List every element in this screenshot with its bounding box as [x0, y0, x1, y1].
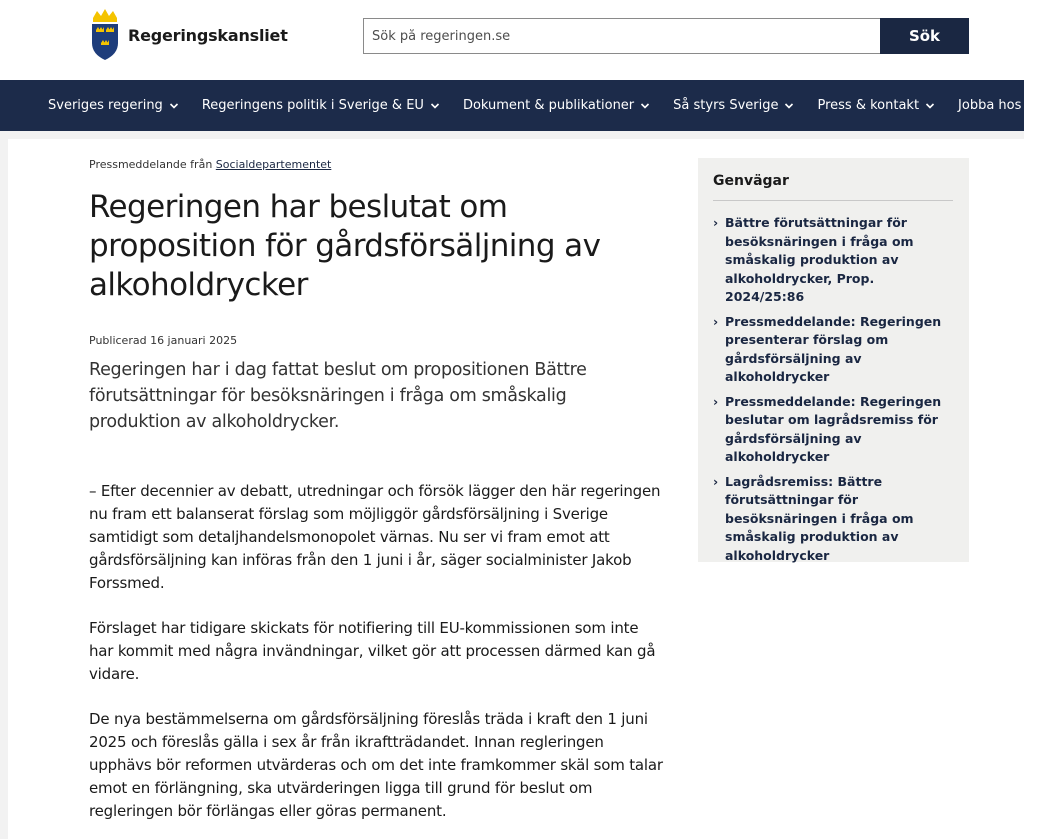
article-body — [89, 480, 669, 823]
article-lead: Regeringen har i dag fattat beslut om propositionen Bättre förutsättningar för besöksnäringen i fråga om småskalig produktion av alkoholdrycker. — [89, 360, 587, 432]
page-title: Regeringen har beslutat om proposition för gårdsförsäljning av alkoholdrycker — [89, 189, 601, 303]
article-paragraph: – Efter decennier av debatt, utredningar och försök lägger den här regeringen nu fram ett balanserat förslag som möjliggör gårdsförsäljning i Sverige samtidigt som detaljhandelsmonopolet värnas. Nu ser vi fram emot att gårdsförsäljning kan införas från den 1 juni i år, säger socialminister Jakob Forssmed. — [89, 482, 661, 592]
chevron-down-icon — [169, 101, 179, 111]
shortcut-item — [713, 393, 953, 467]
nav-item-swedish-government[interactable] — [48, 98, 179, 113]
content-left-edge — [0, 139, 8, 839]
search-input[interactable] — [363, 18, 880, 54]
search-form — [363, 18, 969, 54]
shortcut-link-press-release-proposal[interactable]: Pressmeddelande: Regeringen presenterar förslag om gårdsförsäljning av alkoholdrycker — [725, 313, 942, 384]
nav-item-policy[interactable] — [202, 98, 440, 113]
nav-item-jobs[interactable] — [958, 98, 1063, 113]
content-top-band — [0, 131, 1024, 139]
chevron-down-icon — [1053, 101, 1063, 111]
nav-item-label: Jobba hos oss — [958, 98, 1048, 113]
shortcut-item — [713, 473, 953, 566]
chevron-down-icon — [925, 101, 935, 111]
kicker-prefix: Pressmeddelande från — [89, 158, 216, 171]
nav-item-label: Regeringens politik i Sverige & EU — [201, 98, 424, 113]
shortcut-link-press-release-referral[interactable]: Pressmeddelande: Regeringen beslutar om lagrådsremiss för gårdsförsäljning av alkoholdrycker — [725, 393, 942, 464]
nav-item-label: Press & kontakt — [817, 98, 920, 113]
article — [89, 158, 669, 823]
shortcuts-divider — [713, 200, 953, 201]
nav-item-press-contact[interactable] — [817, 98, 935, 113]
article-paragraph: Förslaget har tidigare skickats för notifiering till EU-kommissionen som inte har kommit med några invändningar, vilket gör att processen därmed kan gå vidare. — [89, 619, 656, 683]
nav-item-documents[interactable] — [463, 98, 650, 113]
shortcut-link-proposition[interactable]: Bättre förutsättningar för besöksnäringen i fråga om småskalig produktion av alkoholdrycker, Prop. 2024/25:86 — [725, 215, 914, 304]
shortcuts-panel — [698, 158, 969, 562]
coat-of-arms-icon — [90, 9, 120, 61]
department-link[interactable]: Socialdepartementet — [215, 158, 332, 171]
logo-link[interactable] — [90, 9, 288, 61]
shortcuts-heading: Genvägar — [713, 173, 789, 189]
nav-item-label: Så styrs Sverige — [673, 98, 779, 113]
article-paragraph: De nya bestämmelserna om gårdsförsäljning föreslås träda i kraft den 1 juni 2025 och föreslås gälla i sex år från ikraftträdandet. Innan regleringen upphävs bör reformen utvärderas och om det inte framkommer skäl som talar emot en förlängning, ska utvärderingen ligga till grund för beslut om regleringen bör förlängas eller göras permanent. — [89, 710, 663, 820]
main-nav — [0, 80, 1048, 131]
chevron-right-icon: › — [713, 473, 719, 489]
chevron-down-icon — [640, 101, 650, 111]
chevron-right-icon: › — [713, 393, 719, 409]
search-button[interactable]: Sök — [880, 18, 969, 54]
shortcut-item — [713, 313, 953, 387]
shortcut-link-council-referral[interactable]: Lagrådsremiss: Bättre förutsättningar för besöksnäringen i fråga om småskalig produktion av alkoholdrycker — [725, 473, 914, 563]
nav-item-how-sweden-is-governed[interactable] — [673, 98, 794, 113]
site-header — [0, 0, 1024, 80]
chevron-down-icon — [430, 101, 440, 111]
chevron-right-icon: › — [713, 215, 719, 230]
brand-name: Regeringskansliet — [128, 25, 288, 45]
nav-item-label: Dokument & publikationer — [462, 98, 635, 113]
chevron-down-icon — [784, 101, 794, 111]
published-date: Publicerad 16 januari 2025 — [89, 334, 238, 347]
chevron-right-icon: › — [713, 313, 719, 329]
nav-item-label: Sveriges regering — [48, 98, 163, 113]
shortcut-item — [713, 214, 953, 307]
article-kicker — [89, 158, 669, 171]
